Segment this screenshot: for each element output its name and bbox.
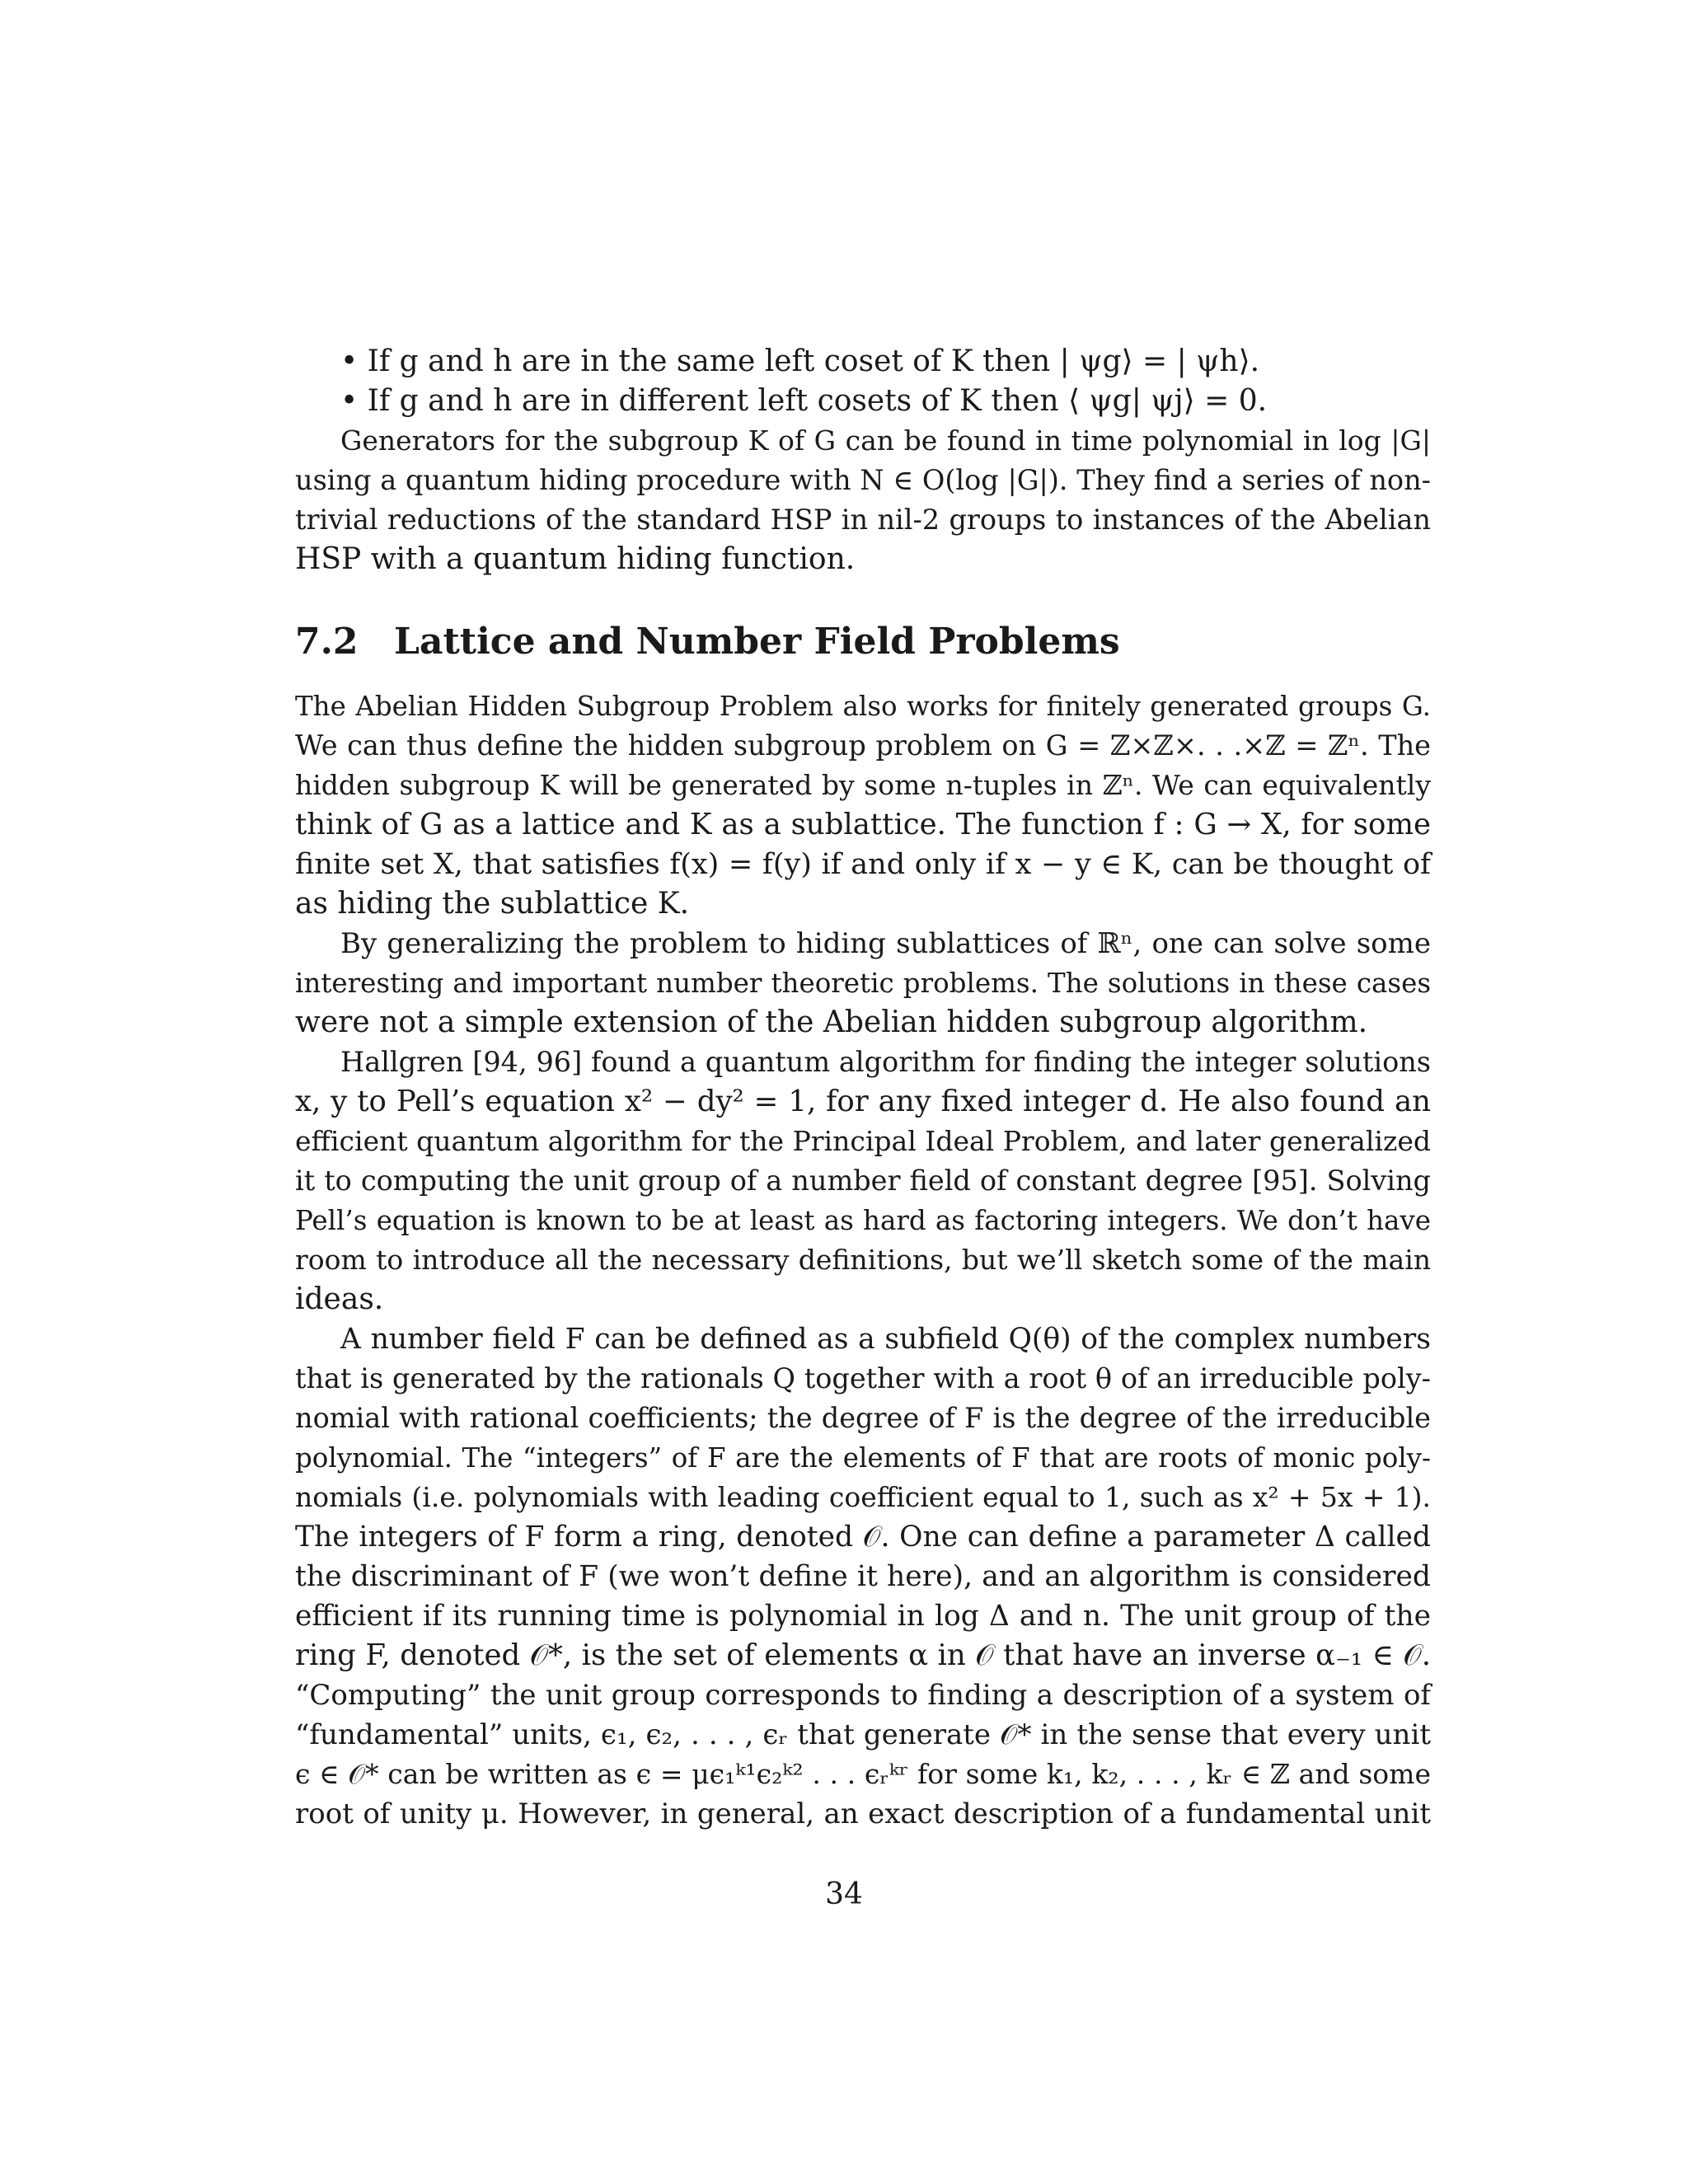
bullet-list (295, 342, 1431, 421)
text-line: efficient quantum algorithm for the Principal Ideal Problem, and later generalized (295, 1125, 1431, 1157)
text-line: were not a simple extension of the Abelian hidden subgroup algorithm. (295, 1005, 1368, 1039)
bullet-item: • If g and h are in different left cosets of K then ⟨ ψg| ψj⟩ = 0. (340, 384, 1268, 418)
text-line: “Computing” the unit group corresponds to finding a description of a system of (295, 1679, 1431, 1712)
text-line: interesting and important number theoretic problems. The solutions in these cases (295, 968, 1431, 999)
text-line: polynomial. The “integers” of F are the elements of F that are roots of monic poly- (295, 1442, 1431, 1474)
text-line: The Abelian Hidden Subgroup Problem also works for finitely generated groups G. (295, 691, 1431, 722)
text-line: “fundamental” units, ϵ₁, ϵ₂, . . . , ϵᵣ that generate 𝒪* in the sense that every unit (295, 1718, 1431, 1751)
paragraph-number-field (295, 1319, 1431, 1834)
text-line: think of G as a lattice and K as a sublattice. The function f : G → X, for some (295, 808, 1431, 841)
text-line: We can thus define the hidden subgroup problem on G = ℤ×ℤ×. . .×ℤ = ℤⁿ. The (295, 729, 1431, 762)
page-number: 34 (825, 1877, 863, 1911)
text-line: Generators for the subgroup K of G can be found in time polynomial in log |G| (340, 424, 1431, 457)
text-line: nomials (i.e. polynomials with leading coefficient equal to 1, such as x² + 5x + 1). (295, 1481, 1431, 1513)
text-line: nomial with rational coefficients; the degree of F is the degree of the irreducible (295, 1402, 1431, 1434)
bullet-item: • If g and h are in the same left coset of K then | ψg⟩ = | ψh⟩. (340, 344, 1260, 378)
paragraph-generators (295, 421, 1431, 579)
text-line: A number field F can be defined as a subfield Q(θ) of the complex numbers (340, 1323, 1431, 1356)
text-line: Hallgren [94, 96] found a quantum algorithm for finding the integer solutions (340, 1046, 1431, 1078)
text-line: HSP with a quantum hiding function. (295, 542, 856, 576)
text-line: ideas. (295, 1282, 384, 1316)
text-line: Pell’s equation is known to be at least as hard as factoring integers. We don’t have (295, 1205, 1431, 1236)
text-line: efficient if its running time is polynomial in log Δ and n. The unit group of the (295, 1600, 1431, 1633)
text-line: it to computing the unit group of a number field of constant degree [95]. Solving (295, 1165, 1431, 1197)
section-heading (295, 619, 1431, 665)
paragraph-generalizing (295, 924, 1431, 1043)
text-line: ring F, denoted 𝒪*, is the set of elements α in 𝒪 that have an inverse α₋₁ ∈ 𝒪. (295, 1638, 1431, 1672)
text-line: that is generated by the rationals Q together with a root θ of an irreducible poly- (295, 1362, 1431, 1394)
page-body (295, 342, 1431, 1834)
text-line: x, y to Pell’s equation x² − dy² = 1, for any fixed integer d. He also found an (295, 1085, 1431, 1118)
text-line: room to introduce all the necessary definitions, but we’ll sketch some of the main (295, 1244, 1431, 1276)
text-line: finite set X, that satisfies f(x) = f(y) if and only if x − y ∈ K, can be thought of (295, 848, 1431, 881)
text-line: ϵ ∈ 𝒪* can be written as ϵ = μϵ₁ᵏ¹ϵ₂ᵏ² . . . ϵᵣᵏʳ for some k₁, k₂, . . . , kᵣ ∈ ℤ and some (295, 1758, 1431, 1790)
text-line: as hiding the sublattice K. (295, 887, 690, 921)
text-line: the discriminant of F (we won’t define it here), and an algorithm is considered (295, 1560, 1431, 1593)
paragraph-abelian (295, 687, 1431, 924)
text-line: hidden subgroup K will be generated by some n-tuples in ℤⁿ. We can equivalently (295, 769, 1431, 801)
paragraph-hallgren (295, 1043, 1431, 1319)
text-line: root of unity μ. However, in general, an exact description of a fundamental unit (295, 1797, 1431, 1830)
text-line: By generalizing the problem to hiding sublattices of ℝⁿ, one can solve some (340, 927, 1431, 960)
text-line: trivial reductions of the standard HSP in nil-2 groups to instances of the Abelian (295, 504, 1431, 536)
text-line: The integers of F form a ring, denoted 𝒪. One can define a parameter Δ called (295, 1521, 1431, 1554)
section-title: Lattice and Number Field Problems (394, 621, 1120, 663)
section-number: 7.2 (295, 621, 359, 663)
text-line: using a quantum hiding procedure with N ∈ O(log |G|). They find a series of non- (295, 464, 1431, 496)
